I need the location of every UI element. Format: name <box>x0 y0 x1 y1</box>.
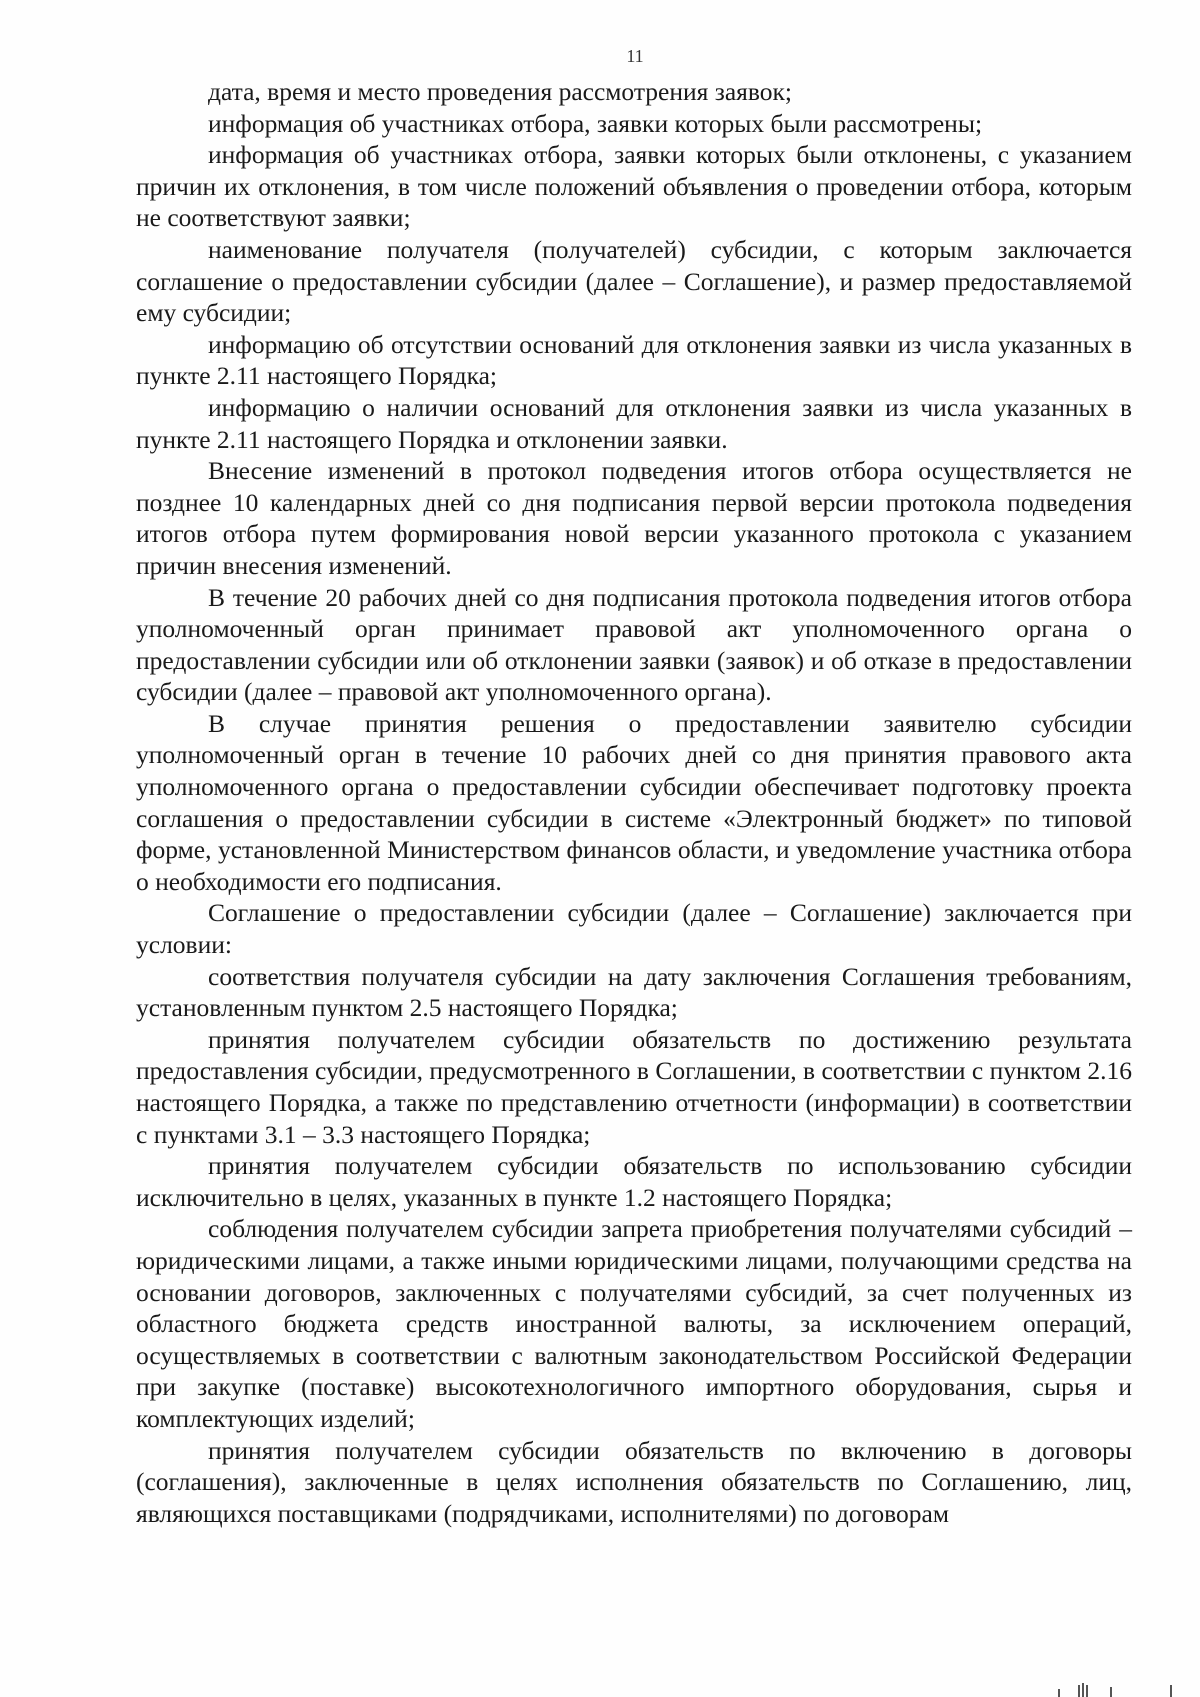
scan-mark <box>1110 1687 1112 1697</box>
paragraph: соблюдения получателем субсидии запрета приобретения получателями субсидий – юридическими лицами, а также иными юридическими лицами, получающими средства на основании договоров, заключенных с получателями субсидий, за счет полученных из областного бюджета средств иностранной валюты, за исключением операций, осуществляемых в соответствии с валютным законодательством Российской Федерации при закупке (поставке) высокотехнологичного импортного оборудования, сырья и комплектующих изделий; <box>136 1214 1132 1433</box>
paragraph: принятия получателем субсидии обязательств по включению в договоры (соглашения), заключенные в целях исполнения обязательств по Соглашению, лиц, являющихся поставщиками (подрядчиками, исполнителями) по договорам <box>136 1435 1132 1528</box>
paragraph: принятия получателем субсидии обязательств по использованию субсидии исключительно в целях, указанных в пункте 1.2 настоящего Порядка; <box>136 1151 1132 1212</box>
paragraph: Соглашение о предоставлении субсидии (далее – Соглашение) заключается при условии: <box>136 898 1132 960</box>
scan-mark <box>1086 1685 1088 1697</box>
paragraph: В случае принятия решения о предоставлении заявителю субсидии уполномоченный орган в течение 10 рабочих дней со дня принятия правового акта уполномоченного органа о предоставлении субсидии обеспечивает подготовку проекта соглашения о предоставлении субсидии в системе «Электронный бюджет» по типовой форме, установленной Министерством финансов области, и уведомление участника отбора о необходимости его подписания. <box>136 708 1132 896</box>
paragraph: соответствия получателя субсидии на дату заключения Соглашения требованиям, установленным пунктом 2.5 настоящего Порядка; <box>136 961 1132 1023</box>
paragraph: информацию об отсутствии оснований для отклонения заявки из числа указанных в пункте 2.11 настоящего Порядка; <box>136 329 1132 391</box>
scan-mark <box>1078 1685 1080 1697</box>
paragraph: информация об участниках отбора, заявки которых были рассмотрены; <box>208 108 983 138</box>
page-number: 11 <box>626 46 644 66</box>
paragraph: Внесение изменений в протокол подведения итогов отбора осуществляется не позднее 10 календарных дней со дня подписания первой версии протокола подведения итогов отбора путем формирования новой версии указанного протокола с указанием причин внесения изменений. <box>136 456 1132 580</box>
scan-mark <box>1058 1689 1060 1697</box>
paragraph: информацию о наличии оснований для отклонения заявки из числа указанных в пункте 2.11 настоящего Порядка и отклонении заявки. <box>136 392 1132 454</box>
body-text <box>136 76 1132 1529</box>
paragraph: дата, время и место проведения рассмотрения заявок; <box>208 77 792 106</box>
scan-marks <box>1050 1680 1200 1697</box>
paragraph: В течение 20 рабочих дней со дня подписания протокола подведения итогов отбора уполномоченный орган принимает правовой акт уполномоченного органа о предоставлении субсидии или об отклонении заявки (заявок) и об отказе в предоставлении субсидии (далее – правовой акт уполномоченного органа). <box>136 582 1132 707</box>
scan-mark <box>1082 1683 1084 1697</box>
paragraph: принятия получателем субсидии обязательств по достижению результата предоставления субсидии, предусмотренного в Соглашении, в соответствии с пунктом 2.16 настоящего Порядка, а также по представлению отчетности (информации) в соответствии с пунктами 3.1 – 3.3 настоящего Порядка; <box>136 1024 1132 1149</box>
scan-mark <box>1170 1685 1172 1697</box>
paragraph: информация об участниках отбора, заявки которых были отклонены, с указанием причин их отклонения, в том числе положений объявления о проведении отбора, которым не соответствуют заявки; <box>136 140 1132 233</box>
paragraph: наименование получателя (получателей) субсидии, с которым заключается соглашение о предоставлении субсидии (далее – Соглашение), и размер предоставляемой ему субсидии; <box>136 234 1132 328</box>
